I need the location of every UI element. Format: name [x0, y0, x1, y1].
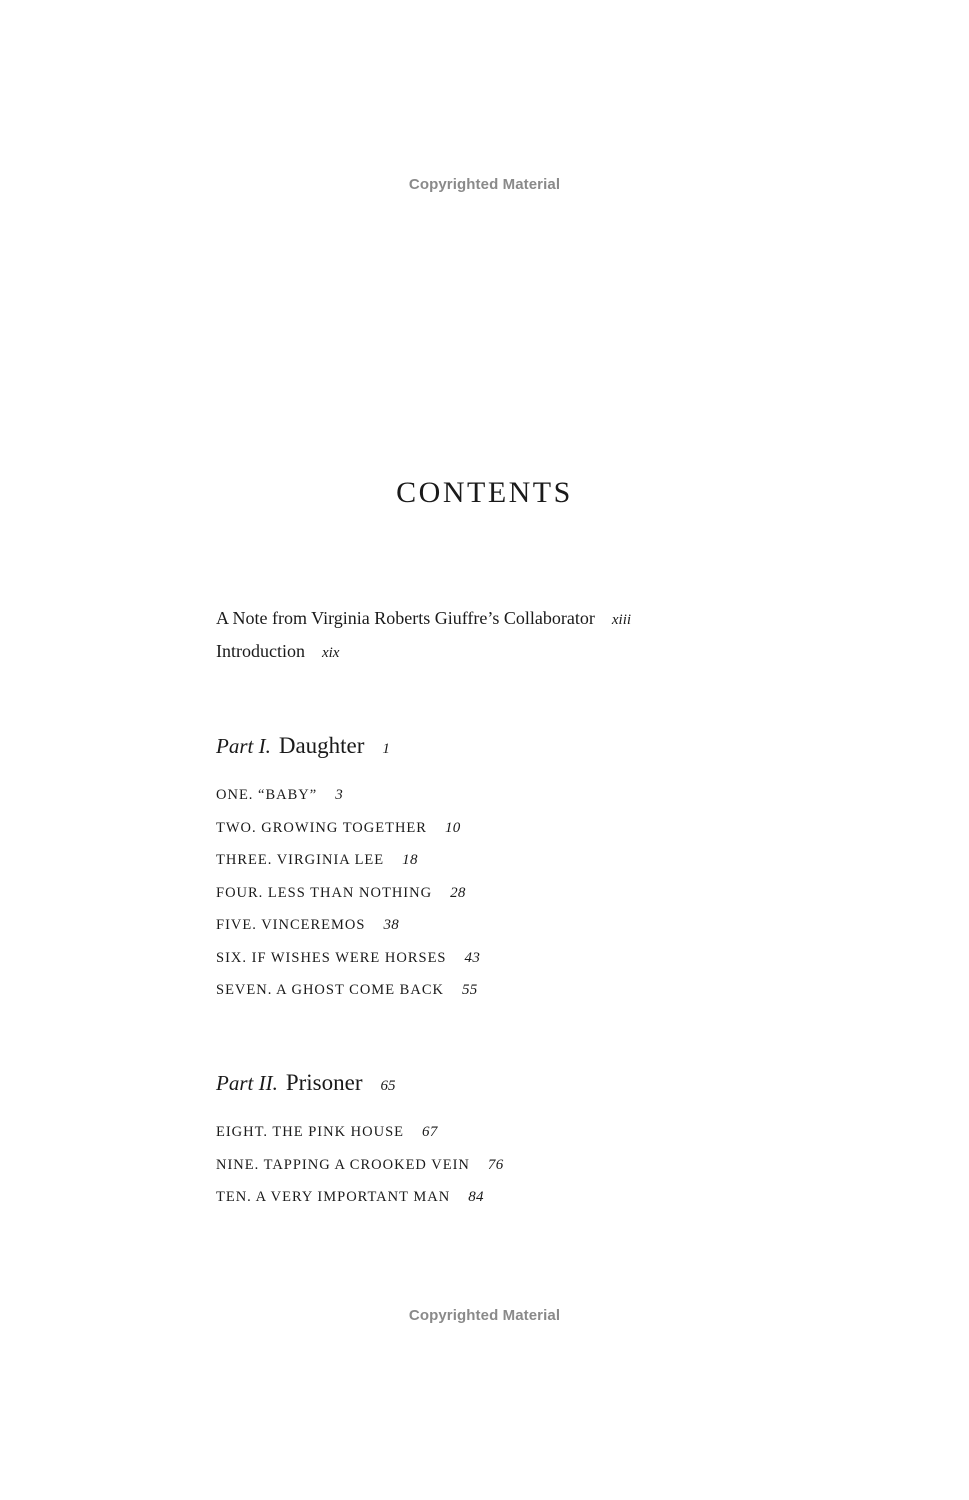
part-title: Prisoner: [285, 1070, 363, 1095]
chapter-label: TEN. A VERY IMPORTANT MAN: [216, 1189, 451, 1205]
chapter-page: 67: [422, 1124, 438, 1140]
chapter-label: FOUR. LESS THAN NOTHING: [216, 884, 433, 901]
chapter-entry[interactable]: [216, 885, 480, 918]
part-page: 1: [382, 741, 390, 757]
chapter-page: 84: [468, 1189, 484, 1205]
chapter-entry[interactable]: [216, 982, 480, 1015]
part-page: 65: [380, 1078, 396, 1094]
chapter-label: ONE. “BABY”: [216, 787, 318, 803]
part-heading-daughter[interactable]: [216, 733, 390, 759]
chapter-entry[interactable]: [216, 820, 480, 853]
chapter-entry[interactable]: [216, 950, 480, 983]
part-1-chapter-list: [216, 787, 480, 1015]
chapter-page: 10: [444, 819, 461, 836]
copyright-watermark-bottom: Copyrighted Material: [408, 1307, 561, 1324]
chapter-label: SEVEN. A GHOST COME BACK: [216, 982, 444, 998]
toc-entry-collaborator-note[interactable]: [216, 608, 631, 641]
chapter-page: 18: [402, 852, 418, 868]
chapter-page: 55: [461, 982, 478, 998]
chapter-entry[interactable]: [216, 787, 480, 820]
front-matter-list: [216, 608, 631, 674]
chapter-page: 38: [383, 917, 400, 933]
chapter-label: NINE. TAPPING A CROOKED VEIN: [216, 1156, 470, 1173]
chapter-entry[interactable]: [216, 917, 480, 950]
toc-entry-page: xix: [321, 645, 340, 661]
chapter-page: 3: [335, 787, 344, 803]
chapter-label: TWO. GROWING TOGETHER: [216, 819, 427, 836]
part-label: Part II.: [216, 1071, 278, 1095]
chapter-label: SIX. IF WISHES WERE HORSES: [216, 949, 447, 966]
chapter-page: 28: [450, 884, 466, 901]
chapter-label: EIGHT. THE PINK HOUSE: [216, 1124, 405, 1140]
contents-title: CONTENTS: [396, 476, 573, 509]
chapter-entry[interactable]: [216, 852, 480, 885]
toc-entry-label: A Note from Virginia Roberts Giuffre’s Collaborator: [216, 608, 595, 628]
toc-entry-label: Introduction: [216, 641, 305, 661]
toc-entry-introduction[interactable]: [216, 641, 631, 674]
chapter-page: 43: [464, 949, 481, 966]
part-title: Daughter: [278, 733, 365, 758]
copyright-watermark-top: Copyrighted Material: [408, 176, 561, 193]
chapter-page: 76: [487, 1156, 504, 1173]
chapter-entry[interactable]: [216, 1157, 504, 1190]
chapter-entry[interactable]: [216, 1189, 504, 1222]
part-label: Part I.: [216, 734, 271, 758]
chapter-label: THREE. VIRGINIA LEE: [216, 852, 385, 868]
chapter-label: FIVE. VINCEREMOS: [216, 917, 366, 933]
toc-entry-page: xiii: [611, 612, 632, 628]
part-heading-prisoner[interactable]: [216, 1070, 396, 1096]
part-2-chapter-list: [216, 1124, 504, 1222]
chapter-entry[interactable]: [216, 1124, 504, 1157]
